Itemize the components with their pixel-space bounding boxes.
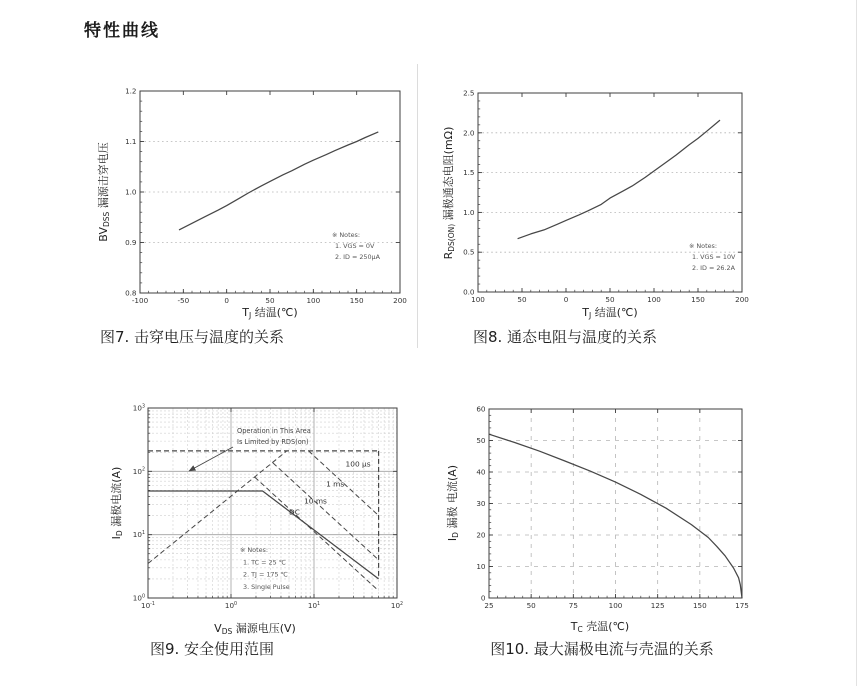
fig9-curve-label: 10 ms [304, 496, 327, 506]
fig8-curve-0 [518, 120, 720, 239]
fig9-ticks [148, 408, 397, 598]
fig8-note-line: 1. VGS = 10V [692, 253, 736, 261]
fig10-y-tick-label: 40 [476, 467, 486, 477]
fig10-y-tick-label: 50 [476, 436, 486, 445]
fig10-x-tick-label: 100 [608, 601, 623, 610]
fig7-x-tick-label: 100 [306, 296, 321, 305]
fig7-y-tick-label: 1.2 [125, 86, 137, 96]
fig7-x-tick-label: 0 [224, 296, 229, 305]
fig7-x-tick-label: 200 [393, 296, 407, 305]
fig10-x-tick-label: 150 [692, 601, 707, 610]
fig8-x-tick-label: 50 [517, 295, 527, 304]
fig7-curve-0 [179, 132, 378, 230]
fig10-y-tick-label: 30 [476, 499, 486, 508]
fig9-x-tick-label: $10^1$ [307, 601, 321, 610]
fig8-caption: 图8. 通态电阻与温度的关系 [472, 328, 658, 346]
fig9-x-tick-label: $10^{-1}$ [141, 601, 155, 610]
fig9-x-axis-label: VDS 漏源电压(V) [214, 622, 296, 636]
page-title: 特性曲线 [84, 21, 160, 41]
fig8-x-tick-label: 100 [647, 295, 661, 304]
fig9-caption: 图9. 安全使用范围 [149, 640, 275, 658]
fig8-plot-frame [478, 93, 742, 292]
fig7-note-line: ※ Notes: [332, 231, 360, 239]
fig8-ticks [478, 93, 742, 292]
fig9-curve-label: 100 μs [345, 459, 371, 469]
fig9-x-tick-label: $10^0$ [224, 601, 238, 610]
fig9-annotation-arrow [189, 447, 233, 471]
fig7-x-axis-label: TJ 结温(℃) [242, 306, 298, 320]
fig10-chart [445, 405, 749, 635]
fig10-y-tick-label: 20 [476, 530, 486, 540]
fig9-plot-frame [148, 408, 397, 598]
fig10-x-tick-label: 50 [526, 601, 536, 610]
fig9-annotation-line: Operation in This Area [237, 427, 311, 435]
fig8-chart [441, 89, 749, 321]
fig8-y-tick-label: 0.5 [463, 247, 475, 257]
fig10-x-axis-label: TC 壳温(℃) [570, 620, 630, 634]
fig10-x-tick-label: 75 [568, 601, 578, 610]
fig7-note-line: 2. ID = 250μA [335, 253, 380, 261]
fig8-y-tick-label: 2.0 [463, 128, 475, 138]
fig9-curve-label: DC [289, 507, 300, 517]
fig9-note-line: 1. TC = 25 ℃ [243, 558, 286, 567]
fig10-caption: 图10. 最大漏极电流与壳温的关系 [490, 640, 714, 658]
fig9-chart [109, 403, 403, 636]
fig7-x-tick-label: -50 [177, 296, 190, 305]
fig8-grid [478, 133, 742, 252]
fig7-x-tick-label: 50 [265, 296, 275, 305]
fig9-x-tick-label: $10^2$ [390, 601, 404, 610]
fig7-y-axis-label: BVDSS 漏源击穿电压 [97, 142, 111, 242]
fig8-y-tick-label: 1.0 [463, 207, 475, 217]
fig8-x-tick-label: 200 [735, 295, 749, 304]
fig9-note-line: 3. Single Pulse [243, 582, 290, 591]
fig8-y-tick-label: 1.5 [463, 168, 475, 178]
fig8-note-line: ※ Notes: [689, 242, 717, 250]
fig7-x-tick-label: -100 [131, 296, 149, 305]
fig9-y-tick-label: $10^1$ [132, 530, 145, 540]
fig7-chart [96, 87, 407, 321]
fig10-y-tick-label: 10 [476, 562, 486, 571]
fig8-note-line: 2. ID = 26.2A [692, 264, 735, 272]
fig7-caption: 图7. 击穿电压与温度的关系 [99, 328, 285, 346]
fig8-x-axis-label: TJ 结温(℃) [582, 306, 638, 320]
fig10-grid [489, 409, 742, 598]
fig9-curve-label: 1 ms [326, 479, 345, 489]
fig9-y-tick-label: $10^3$ [132, 403, 145, 413]
fig8-x-tick-label: 100 [471, 295, 485, 304]
fig7-y-tick-label: 1.0 [125, 187, 137, 197]
fig10-x-tick-label: 25 [484, 601, 494, 610]
fig7-x-tick-label: 150 [349, 296, 364, 305]
fig8-x-tick-label: 50 [605, 295, 615, 304]
fig9-grid [148, 408, 397, 598]
fig7-note-line: 1. VGS = 0V [335, 242, 375, 250]
fig9-y-tick-label: $10^2$ [132, 466, 145, 476]
fig8-x-tick-label: 150 [691, 295, 705, 304]
fig8-x-tick-label: 0 [563, 295, 569, 304]
fig7-y-tick-label: 1.1 [125, 137, 137, 146]
fig9-y-tick-label: $10^0$ [132, 593, 145, 603]
fig9-note-line: ※ Notes: [240, 546, 268, 554]
fig9-annotation-line: Is Limited by RDS(on) [237, 438, 309, 446]
fig10-y-tick-label: 0 [480, 593, 486, 603]
fig7-y-tick-label: 0.8 [125, 288, 137, 298]
fig9-note-line: 2. TJ = 175 ℃ [243, 570, 288, 579]
fig8-y-tick-label: 2.5 [463, 88, 475, 98]
fig9-y-axis-label: ID 漏极电流(A) [110, 466, 124, 540]
fig10-y-tick-label: 60 [476, 404, 486, 414]
fig7-grid [140, 142, 400, 243]
fig7-y-tick-label: 0.9 [125, 238, 137, 247]
fig10-x-tick-label: 125 [650, 601, 665, 610]
fig10-y-axis-label: ID 漏极 电流(A) [446, 464, 460, 542]
fig8-y-axis-label: RDS(ON) 漏极通态电阻(mΩ) [442, 126, 456, 260]
fig10-x-tick-label: 175 [735, 601, 749, 610]
page-border-line [856, 0, 857, 686]
fig8-y-tick-label: 0.0 [463, 287, 475, 297]
column-divider-line [417, 64, 418, 348]
